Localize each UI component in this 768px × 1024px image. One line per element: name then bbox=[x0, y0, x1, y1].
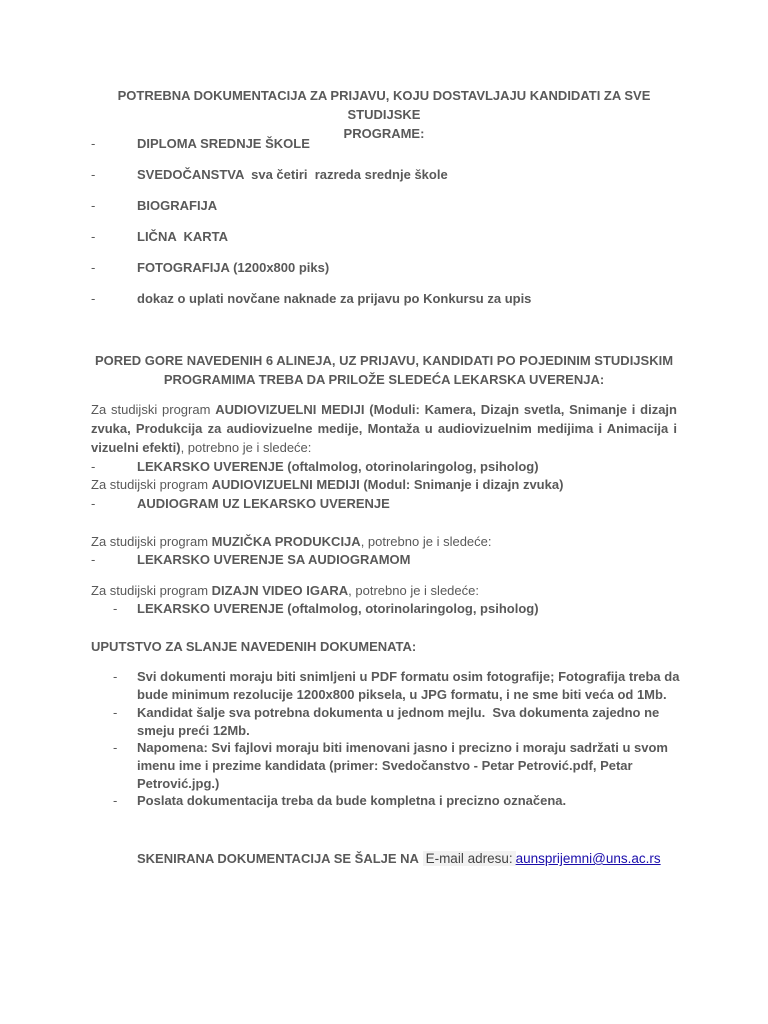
list-item-bold: LIČNA KARTA bbox=[137, 229, 228, 244]
list-item: Kandidat šalje sva potrebna dokumenta u jednom mejlu. Sva dokumenta zajedno ne smeju preći 12Mb. bbox=[137, 705, 663, 738]
bullet: - bbox=[91, 198, 96, 213]
bullet: - bbox=[113, 740, 118, 755]
bullet: - bbox=[91, 167, 96, 182]
list-item: Svi dokumenti moraju biti snimljeni u PDF formatu osim fotografije; Fotografija treba da bude minimum rezolucije 1200x800 piksela, u JPG formatu, i ne sme biti veća od 1Mb. bbox=[137, 669, 680, 702]
list-item-text bbox=[137, 135, 310, 153]
tail-text: , potrebno je i sledeće: bbox=[360, 534, 492, 549]
bullet: - bbox=[91, 459, 96, 474]
av-sound-line bbox=[91, 476, 563, 494]
requirement-text: LEKARSKO UVERENJE (oftalmolog, otorinolaringolog, psiholog) bbox=[137, 601, 539, 616]
instructions-title: UPUTSTVO ZA SLANJE NAVEDENIH DOKUMENATA: bbox=[91, 639, 417, 654]
list-item-rest: (1200x800 piks) bbox=[229, 260, 330, 275]
dvi-program-line bbox=[91, 582, 479, 600]
bullet: - bbox=[91, 260, 96, 275]
footer-line bbox=[137, 850, 661, 868]
bullet: - bbox=[91, 229, 96, 244]
requirement-text: AUDIOGRAM UZ LEKARSKO UVERENJE bbox=[137, 496, 390, 511]
heading-line: PROGRAME: bbox=[343, 126, 425, 141]
list-item: Poslata dokumentacija treba da bude kompletna i precizno označena. bbox=[137, 793, 567, 808]
program-name: MUZIČKA PRODUKCIJA bbox=[211, 534, 361, 549]
list-item-bold: DIPLOMA SREDNJE ŠKOLE bbox=[137, 136, 310, 151]
intro-text: Za studijski program bbox=[91, 402, 216, 417]
bullet: - bbox=[91, 136, 96, 151]
av-program-paragraph bbox=[91, 400, 677, 457]
list-item-bold: BIOGRAFIJA bbox=[137, 198, 218, 213]
footer-text: SKENIRANA DOKUMENTACIJA SE ŠALJE NA bbox=[137, 851, 419, 866]
list-item-bold: FOTOGRAFIJA bbox=[137, 260, 230, 275]
heading-line: PROGRAMIMA TREBA DA PRILOŽE SLEDEĆA LEKARSKA UVERENJA: bbox=[163, 372, 605, 387]
requirement-text: LEKARSKO UVERENJE SA AUDIOGRAMOM bbox=[137, 552, 411, 567]
bullet: - bbox=[91, 552, 96, 567]
heading-line: PORED GORE NAVEDENIH 6 ALINEJA, UZ PRIJAVU, KANDIDATI PO POJEDINIM STUDIJSKIM bbox=[94, 353, 674, 368]
bullet: - bbox=[91, 496, 96, 511]
intro-text: Za studijski program bbox=[91, 477, 212, 492]
tail-text: , potrebno je i sledeće: bbox=[180, 440, 312, 455]
heading-line: POTREBNA DOKUMENTACIJA ZA PRIJAVU, KOJU DOSTAVLJAJU KANDIDATI ZA SVE STUDIJSKE bbox=[117, 88, 651, 122]
email-link[interactable]: aunsprijemni@uns.ac.rs bbox=[515, 851, 661, 866]
list-item-text: dokaz o uplati novčane naknade za prijavu po Konkursu za upis bbox=[137, 291, 532, 306]
list-item-bold: SVEDOČANSTVA bbox=[137, 167, 244, 182]
tail-text: , potrebno je i sledeće: bbox=[348, 583, 479, 598]
list-item-text bbox=[137, 259, 329, 277]
program-name: DIZAJN VIDEO IGARA bbox=[211, 583, 349, 598]
bullet: - bbox=[113, 669, 118, 684]
heading-medical-certs bbox=[92, 351, 676, 389]
list-item: Napomena: Svi fajlovi moraju biti imenovani jasno i precizno i moraju sadržati u svom imenu ime i prezime kandidata (primer: Svedočanstvo - Petar Petrović.pdf, Petar Petrović.jpg.) bbox=[137, 740, 668, 791]
bullet: - bbox=[113, 601, 118, 616]
intro-text: Za studijski program bbox=[91, 534, 212, 549]
list-item-text bbox=[137, 166, 448, 184]
intro-text: Za studijski program bbox=[91, 583, 212, 598]
list-item-rest: sva četiri razreda srednje škole bbox=[243, 167, 448, 182]
mp-program-line bbox=[91, 533, 492, 551]
email-label: E-mail adresu: bbox=[423, 851, 516, 866]
program-name: AUDIOVIZUELNI MEDIJI bbox=[215, 402, 365, 417]
bullet: - bbox=[113, 705, 118, 720]
bullet: - bbox=[91, 291, 96, 306]
program-modules: (Moduli: Kamera, Dizajn svetla, Snimanje i dizajn zvuka, Produkcija za audiovizuelne medije, Montaža u audiovizuelnim medijima i Animacija i vizuelni efekti) bbox=[91, 402, 677, 455]
bullet: - bbox=[113, 793, 118, 808]
program-name: AUDIOVIZUELNI MEDIJI (Modul: Snimanje i dizajn zvuka) bbox=[211, 477, 564, 492]
requirement-text: LEKARSKO UVERENJE (oftalmolog, otorinolaringolog, psiholog) bbox=[137, 459, 539, 474]
